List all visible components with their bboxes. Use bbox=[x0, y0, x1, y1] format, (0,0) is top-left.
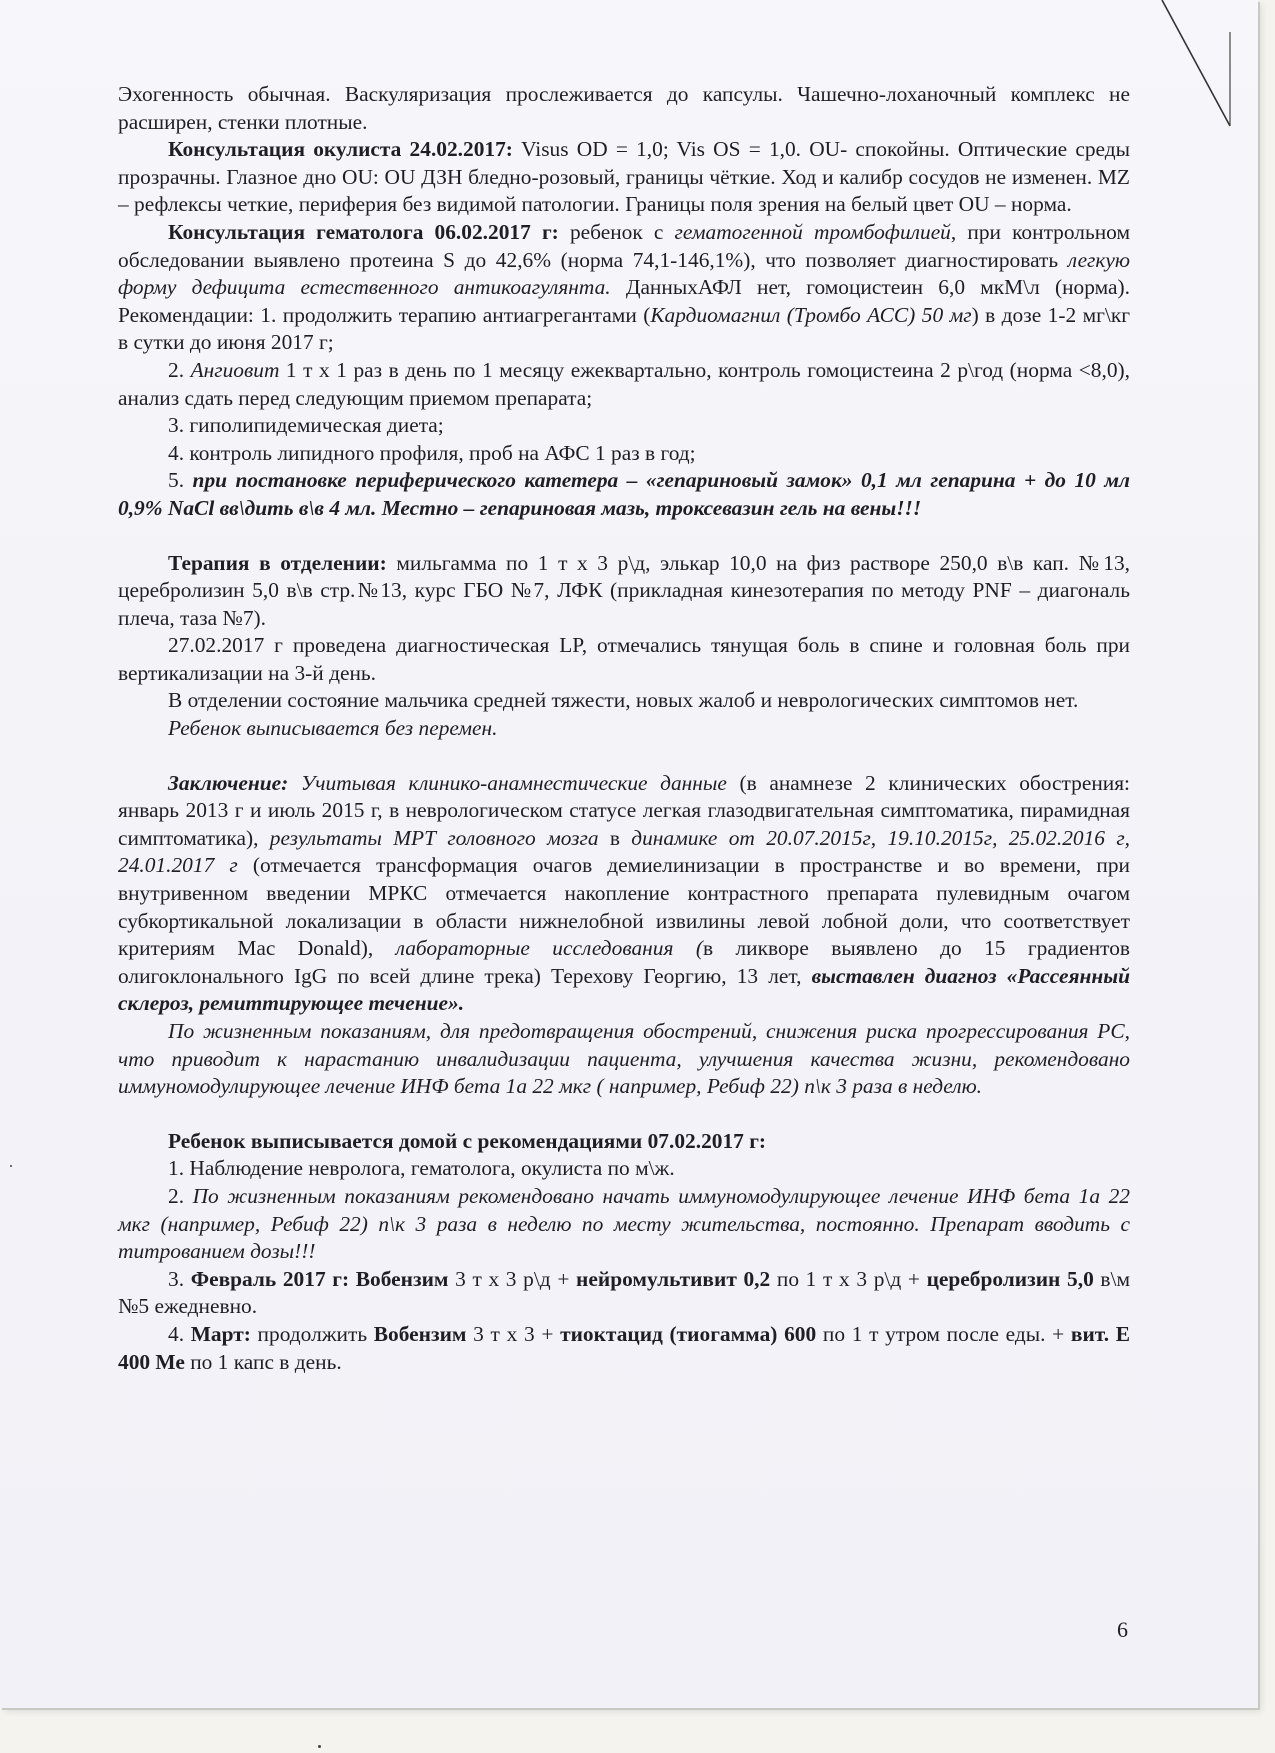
text: ДанныхАФЛ нет, гомоцистеин 6,0 мкМ\л (норма). Рекомендации: 1. продолжить терапию антиагрегантами ( bbox=[118, 275, 1130, 327]
paragraph-conclusion bbox=[118, 770, 1130, 1018]
drug-name: Ангиовит bbox=[190, 357, 280, 382]
item-number: 4. bbox=[168, 1321, 191, 1346]
text-italic: Учитывая клинико-анамнестические данные bbox=[288, 770, 727, 795]
paragraph-lumbar-puncture: 27.02.2017 г проведена диагностическая LP, отмечались тянущая боль в спине и головная боль при вертикализации на 3-й день. bbox=[118, 633, 1130, 685]
item-number: 2. bbox=[168, 357, 191, 382]
text: (в анамнезе 2 клинических обострения: январь 2013 г и июль 2015 г, в неврологическом статусе легкая глазодвигательная симптоматика, пирамидная симптоматика), bbox=[118, 770, 1130, 850]
list-item-angiovit bbox=[118, 357, 1130, 412]
text-italic: легкую форму дефицита естественного антикоагулянта. bbox=[118, 247, 1130, 300]
heading-ophthalmologist: Консультация окулиста 24.02.2017: bbox=[168, 137, 513, 162]
item-number: 5. bbox=[168, 468, 193, 493]
scan-speck bbox=[318, 1745, 321, 1748]
text: по 1 капс в день. bbox=[184, 1349, 342, 1374]
text-bold-italic: при постановке периферического катетера – «гепариновый замок» 0,1 мл гепарина + до 10 мл 0,9% NaCl вв\дить в\в 4 мл. Местно – гепариновая мазь, троксевазин гель на вены!!! bbox=[118, 468, 1131, 520]
paragraph-state: В отделении состояние мальчика средней тяжести, новых жалоб и неврологических симптомов нет. bbox=[168, 688, 1079, 713]
spacer bbox=[118, 743, 1130, 770]
text: Visus OD = 1,0; Vis OS = 1,0. OU- спокойны. Оптические среды прозрачны. Глазное дно OU: OU ДЗН бледно-розовый, границы чёткие. Ход и калибр сосудов не изменен. MZ – рефлексы четкие, периферия без видимой патологии. Границы поля зрения на белый цвет OU – норма. bbox=[118, 137, 1130, 217]
paragraph-recommended-treatment bbox=[118, 1018, 1130, 1101]
document-body bbox=[118, 81, 1130, 1376]
text-bold: вит. Е 400 Ме bbox=[118, 1321, 1130, 1374]
text: по 1 т утром после еды. + bbox=[816, 1321, 1071, 1346]
text: ) в дозе 1-2 мг\кг в сутки до июня 2017 г; bbox=[118, 302, 1130, 355]
text-italic: По жизненным показаниям рекомендовано начать иммуномодулирующее лечение ИНФ бета 1а 22 мкг (например, Ребиф 22) п\к 3 раза в неделю по месту жительства, постоянно. Препарат вводить с титрованием дозы!!! bbox=[118, 1183, 1131, 1264]
text: 3 т х 3 р\д + bbox=[448, 1266, 577, 1291]
text-italic: результаты МРТ головного мозга bbox=[269, 825, 599, 850]
text: , при контрольном обследовании выявлено протеина S до 42,6% (норма 74,1-146,1%), что позволяет диагностировать bbox=[118, 219, 1130, 272]
item-number: 2. bbox=[168, 1183, 193, 1208]
list-item-february bbox=[118, 1266, 1130, 1321]
diagnosis: выставлен диагноз «Рассеянный склероз, ремиттирующее течение». bbox=[118, 963, 1130, 1016]
folded-corner-mark bbox=[1160, 0, 1232, 128]
list-item-observation: 1. Наблюдение невролога, гематолога, окулиста по м\ж. bbox=[168, 1156, 675, 1181]
text: по 1 т х 3 р\д + bbox=[770, 1266, 927, 1291]
text-bold: нейромультивит 0,2 bbox=[576, 1266, 771, 1291]
spacer bbox=[118, 1101, 1130, 1128]
text: мильгамма по 1 т х 3 р\д, элькар 10,0 на физ растворе 250,0 в\в кап. №13, церебролизин 5,0 в\в стр.№13, курс ГБО №7, ЛФК (прикладная кинезотерапия по методу PNF – диагональ плеча, таза №7). bbox=[118, 550, 1130, 630]
text-bold: Март: bbox=[190, 1321, 251, 1346]
text: 1 т х 1 раз в день по 1 месяцу ежеквартально, контроль гомоцистеина 2 р\год (норма <8,0), анализ сдать перед следующим приемом препарата; bbox=[118, 357, 1130, 410]
text-italic: Ребенок выписывается без перемен. bbox=[168, 716, 498, 741]
list-item-lipid-control: 4. контроль липидного профиля, проб на АФС 1 раз в год; bbox=[168, 440, 696, 465]
list-item-march bbox=[118, 1321, 1130, 1376]
heading-conclusion: Заключение: bbox=[168, 770, 289, 795]
paragraph-kidney-ultrasound: Эхогенность обычная. Васкуляризация прослеживается до капсулы. Чашечно-лоханочный комплекс не расширен, стенки плотные. bbox=[118, 82, 1130, 134]
heading-hematologist: Консультация гематолога 06.02.2017 г: bbox=[168, 219, 559, 244]
paragraph-therapy bbox=[118, 550, 1130, 633]
text-italic: Кардиомагнил (Тромбо АСС) 50 мг bbox=[650, 302, 972, 327]
text: 3 т х 3 + bbox=[466, 1321, 561, 1346]
text-bold: Февраль 2017 г: Вобензим bbox=[190, 1266, 449, 1291]
text-bold: церебролизин 5,0 bbox=[926, 1266, 1094, 1291]
scan-speck bbox=[10, 1165, 12, 1167]
text: ребенок с bbox=[558, 219, 675, 244]
text-bold: тиоктацид (тиогамма) 600 bbox=[560, 1321, 817, 1346]
text: (отмечается трансформация очагов демиелинизации в пространстве и во времени, при внутривенном введении МРКС отмечается накопление контрастного препарата пулевидным очагом субкортикальной локализации в области нижнелобной извилины левой лобной доли, что соответствует критериям Mac Donald), bbox=[118, 853, 1130, 961]
paragraph-discharge-status bbox=[118, 715, 1130, 743]
list-item-immunomodulation bbox=[118, 1183, 1130, 1266]
text-bold: Вобензим bbox=[373, 1321, 467, 1346]
list-item-catheter bbox=[118, 467, 1130, 522]
list-item-diet: 3. гиполипидемическая диета; bbox=[168, 413, 444, 438]
heading-therapy: Терапия в отделении: bbox=[168, 550, 387, 575]
text: в\м №5 ежедневно. bbox=[118, 1266, 1131, 1319]
text-bold: Ребенок выписывается домой с рекомендациями 07.02.2017 г: bbox=[168, 1128, 767, 1153]
text-italic: гематогенной тромбофилией bbox=[674, 219, 951, 244]
text-italic: лабораторные исследования ( bbox=[395, 936, 703, 961]
text: продолжить bbox=[250, 1321, 374, 1346]
page-number: 6 bbox=[1117, 1617, 1128, 1642]
heading-discharge-recommendations bbox=[118, 1128, 1130, 1156]
text: в ликворе выявлено до 15 градиентов олигоклонального IgG по всей длине трека) Терехову Георгию, 13 лет, bbox=[118, 936, 1131, 988]
paragraph-ophthalmologist bbox=[118, 136, 1130, 219]
spacer bbox=[118, 523, 1130, 550]
text-italic: динамике от 20.07.2015г, 19.10.2015г, 25.02.2016 г, 24.01.2017 г bbox=[118, 825, 1131, 878]
paragraph-hematologist bbox=[118, 219, 1130, 357]
text-italic: По жизненным показаниям, для предотвращения обострений, снижения риска прогрессирования РС, что приводит к нарастанию инвалидизации пациента, улучшения качества жизни, рекомендовано иммуномодулирующее лечение ИНФ бета 1а 22 мкг ( например, Ребиф 22) п\к 3 раза в неделю. bbox=[118, 1019, 1130, 1099]
item-number: 3. bbox=[168, 1266, 191, 1291]
text: в bbox=[598, 825, 632, 850]
